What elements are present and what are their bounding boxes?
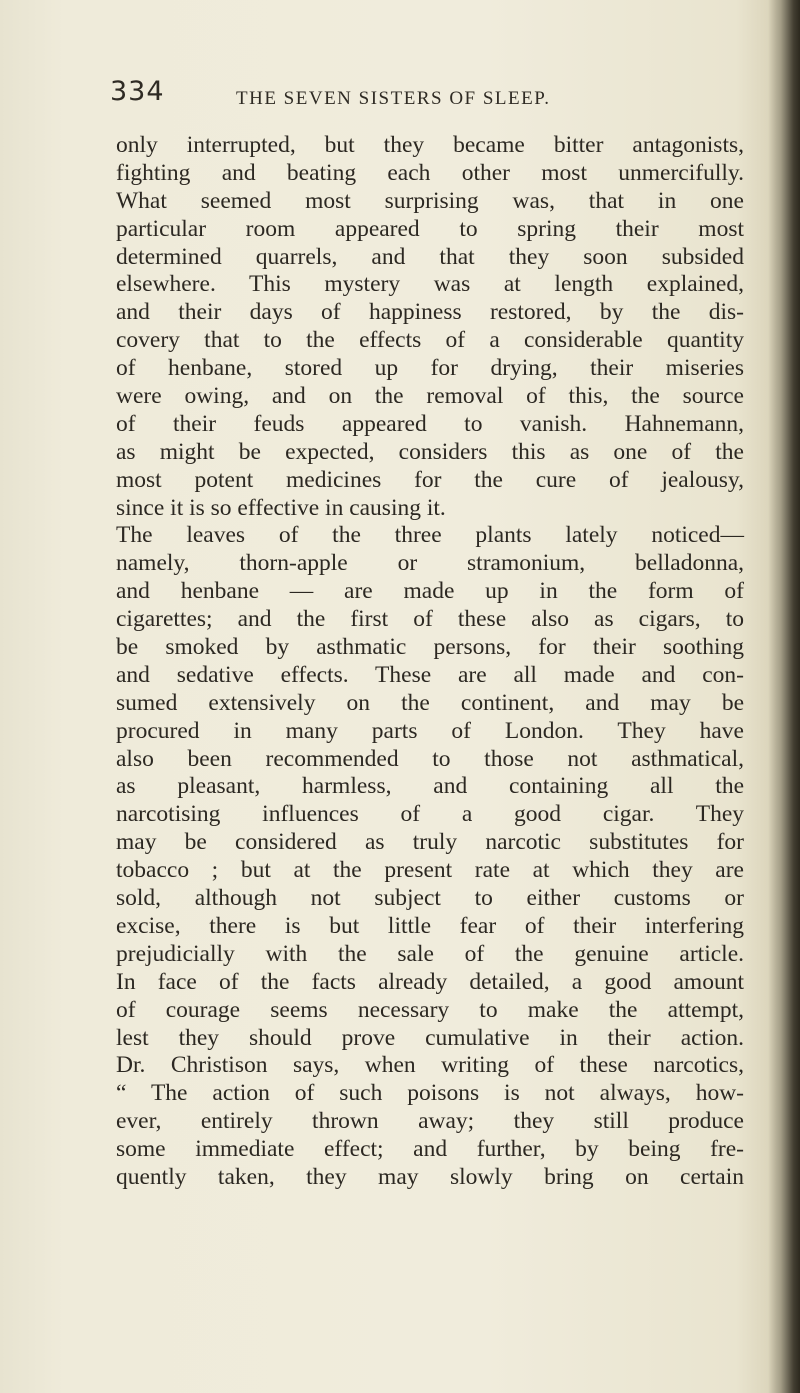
text-line: some immediate effect; and further, by being fre-	[116, 1136, 744, 1163]
text-line: determined quarrels, and that they soon subsided	[116, 243, 744, 270]
text-line: narcotising influences of a good cigar. They	[116, 801, 744, 828]
page-edge-shadow	[768, 0, 800, 1393]
text-line: The leaves of the three plants lately noticed—	[116, 522, 744, 549]
text-line: as pleasant, harmless, and containing all the	[116, 773, 744, 800]
text-line: tobacco ; but at the present rate at which they are	[116, 857, 744, 884]
text-line: cigarettes; and the first of these also as cigars, to	[116, 606, 744, 633]
text-line: only interrupted, but they became bitter antagonists,	[116, 132, 744, 158]
text-line: of henbane, stored up for drying, their miseries	[116, 355, 744, 382]
text-line: of their feuds appeared to vanish. Hahnemann,	[116, 410, 744, 437]
text-line: “ The action of such poisons is not always, how-	[116, 1080, 744, 1107]
text-line: Dr. Christison says, when writing of these narcotics,	[116, 1052, 744, 1079]
text-line: particular room appeared to spring their most	[116, 215, 744, 242]
text-line: and henbane — are made up in the form of	[116, 578, 744, 605]
body-text	[116, 132, 744, 1192]
text-line: covery that to the effects of a considerable quantity	[116, 327, 744, 354]
text-line: ever, entirely thrown away; they still produce	[116, 1108, 744, 1135]
text-line: be smoked by asthmatic persons, for their soothing	[116, 634, 744, 661]
page-number: 334	[110, 76, 165, 107]
text-line: procured in many parts of London. They have	[116, 717, 744, 744]
text-line: What seemed most surprising was, that in one	[116, 187, 744, 214]
text-line: elsewhere. This mystery was at length explained,	[116, 271, 744, 298]
text-line: lest they should prove cumulative in their action.	[116, 1024, 744, 1051]
text-line: most potent medicines for the cure of jealousy,	[116, 466, 744, 493]
text-line: In face of the facts already detailed, a good amount	[116, 968, 744, 995]
text-line: prejudicially with the sale of the genuine article.	[116, 940, 744, 967]
text-line: and their days of happiness restored, by the dis-	[116, 299, 744, 326]
text-line: also been recommended to those not asthmatical,	[116, 745, 744, 772]
text-line: were owing, and on the removal of this, the source	[116, 383, 744, 410]
text-line: as might be expected, considers this as one of the	[116, 438, 744, 465]
text-line: may be considered as truly narcotic substitutes for	[116, 829, 744, 856]
text-line: sold, although not subject to either customs or	[116, 885, 744, 912]
text-line: since it is so effective in causing it.	[116, 494, 446, 521]
text-line: excise, there is but little fear of their interfering	[116, 912, 744, 939]
running-title: THE SEVEN SISTERS OF SLEEP.	[236, 88, 551, 109]
page-header	[110, 76, 750, 116]
text-line: of courage seems necessary to make the attempt,	[116, 996, 744, 1023]
text-line: sumed extensively on the continent, and may be	[116, 689, 744, 716]
text-line: namely, thorn-apple or stramonium, belladonna,	[116, 550, 744, 577]
text-line: quently taken, they may slowly bring on certain	[116, 1163, 744, 1190]
text-line: fighting and beating each other most unmercifully.	[116, 159, 744, 186]
text-line: and sedative effects. These are all made and con-	[116, 661, 744, 688]
